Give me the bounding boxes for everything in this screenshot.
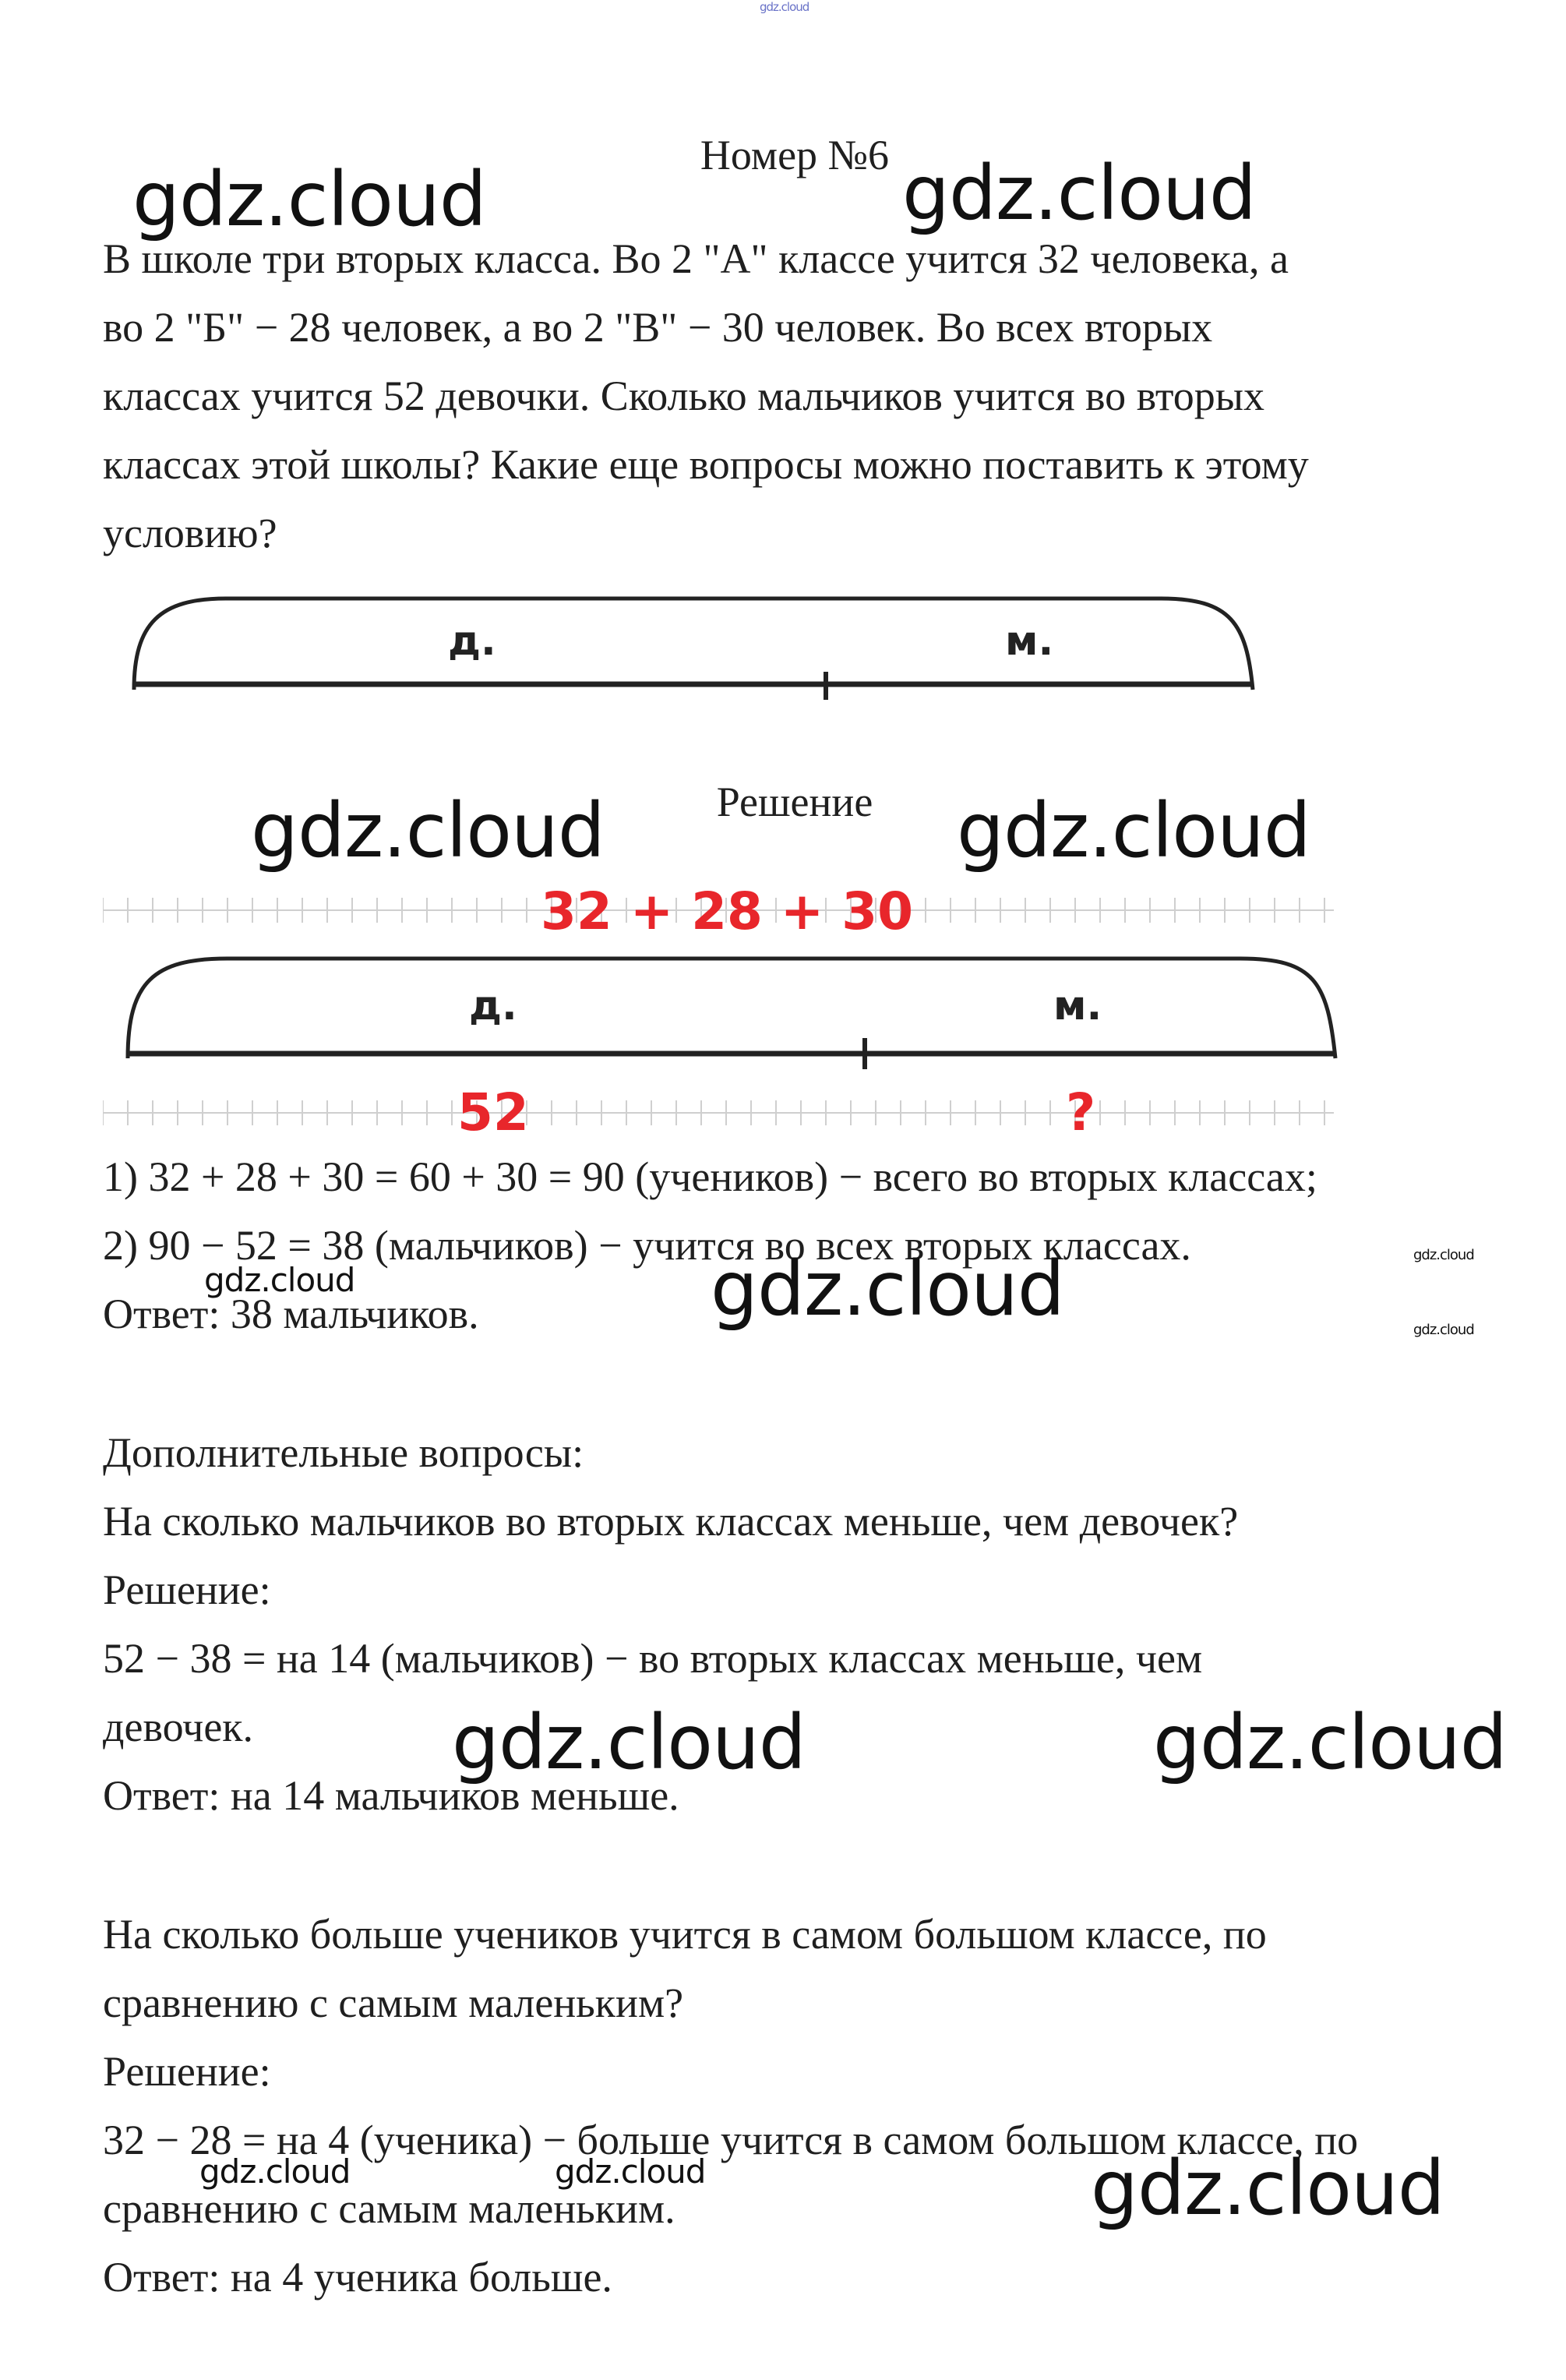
page-title: Номер №6 [700, 132, 890, 178]
brace-arc [128, 959, 1335, 1058]
solution-step: сравнению с самым маленьким. [103, 2185, 675, 2232]
problem-line: В школе три вторых класса. Во 2 "А" классе учится 32 человека, а [103, 235, 1289, 282]
total-expression: 32 + 28 + 30 [541, 881, 914, 941]
solution-step: 32 − 28 = на 4 (ученика) − больше учится в самом большом классе, по [103, 2117, 1359, 2163]
watermark: gdz.cloud [957, 787, 1310, 874]
brace-arc [134, 599, 1253, 690]
problem-line: классах учится 52 девочки. Сколько мальчиков учится во вторых [103, 373, 1264, 419]
boys-label: м. [1053, 983, 1102, 1029]
question-2: На сколько больше учеников учится в самом большом классе, по [103, 1911, 1267, 1958]
solution-step: 1) 32 + 28 + 30 = 60 + 30 = 90 (учеников) − всего во вторых классах; [103, 1153, 1317, 1200]
segment-diagram-problem [117, 577, 1286, 717]
solution-answer: Ответ: 38 мальчиков. [103, 1291, 479, 1337]
problem-line: во 2 "Б" − 28 человек, а во 2 "В" − 30 человек. Во всех вторых [103, 304, 1213, 351]
problem-line: условию? [103, 510, 277, 556]
question-1: На сколько мальчиков во вторых классах меньше, чем девочек? [103, 1498, 1239, 1545]
girls-value: 52 [457, 1082, 529, 1138]
watermark: gdz.cloud [251, 787, 605, 874]
problem-line: классах этой школы? Какие еще вопросы можно поставить к этому [103, 441, 1309, 488]
segment-diagram-solution [103, 873, 1342, 1138]
watermark: gdz.cloud [902, 150, 1256, 237]
watermark: gdz.cloud [132, 156, 486, 243]
watermark: gdz.cloud [711, 1245, 1064, 1333]
watermark: gdz.cloud [204, 1261, 355, 1299]
watermark: gdz.cloud [760, 0, 809, 14]
boys-value: ? [1066, 1082, 1096, 1138]
girls-label: д. [469, 983, 517, 1029]
watermark: gdz.cloud [1091, 2145, 1444, 2232]
additional-heading: Дополнительные вопросы: [103, 1429, 584, 1476]
solution-label: Решение: [103, 1566, 271, 1613]
girls-label: д. [448, 618, 496, 665]
watermark: gdz.cloud [1153, 1699, 1507, 1786]
solution-heading: Решение [716, 779, 873, 825]
answer-2: Ответ: на 4 ученика больше. [103, 2254, 612, 2301]
watermark: gdz.cloud [555, 2152, 706, 2191]
watermark: gdz.cloud [1413, 1247, 1474, 1263]
answer-1: Ответ: на 14 мальчиков меньше. [103, 1772, 679, 1819]
solution-label: Решение: [103, 2048, 271, 2095]
solution-step: 2) 90 − 52 = 38 (мальчиков) − учится во всех вторых классах. [103, 1222, 1191, 1269]
question-2: сравнению с самым маленьким? [103, 1979, 684, 2026]
watermark: gdz.cloud [199, 2152, 351, 2191]
solution-step: девочек. [103, 1704, 254, 1750]
solution-step: 52 − 38 = на 14 (мальчиков) − во вторых классах меньше, чем [103, 1635, 1203, 1682]
watermark: gdz.cloud [452, 1699, 806, 1786]
boys-label: м. [1005, 618, 1054, 665]
watermark: gdz.cloud [1413, 1322, 1474, 1338]
